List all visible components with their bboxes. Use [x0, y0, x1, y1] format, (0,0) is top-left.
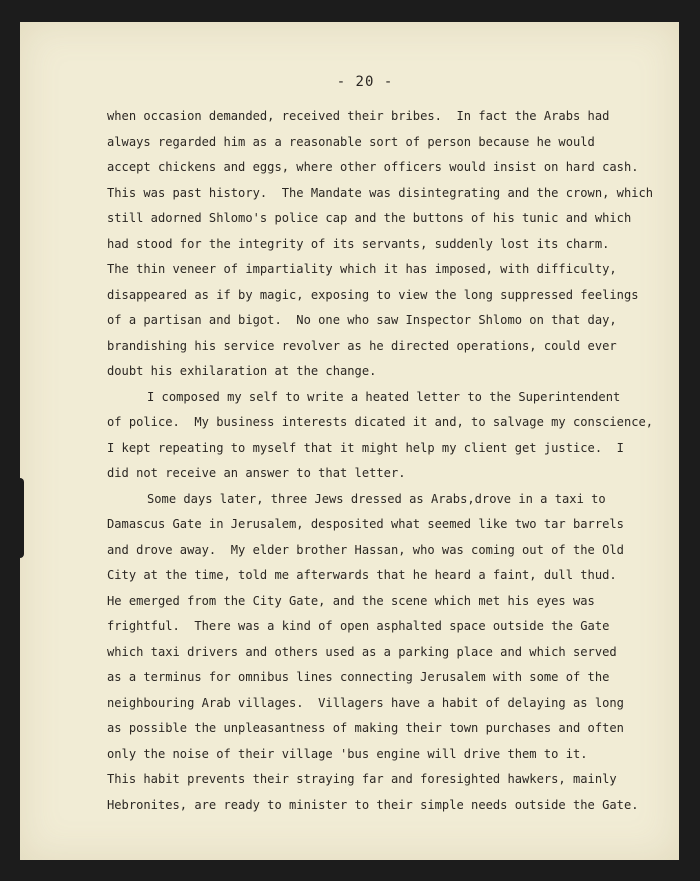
torn-page-edge	[18, 478, 24, 558]
text-line: The thin veneer of impartiality which it has imposed, with difficulty,	[107, 262, 617, 276]
text-line: still adorned Shlomo's police cap and the buttons of his tunic and which	[107, 211, 632, 225]
text-line: which taxi drivers and others used as a parking place and which served	[107, 644, 617, 659]
text-line: had stood for the integrity of its servants, suddenly lost its charm.	[107, 236, 610, 251]
text-line: accept chickens and eggs, where other officers would insist on hard cash.	[107, 160, 639, 174]
text-line: Hebronites, are ready to minister to their simple needs outside the Gate.	[107, 797, 639, 812]
text-line: City at the time, told me afterwards that he heard a faint, dull thud.	[107, 568, 617, 582]
text-line: doubt his exhilaration at the change.	[107, 364, 377, 378]
text-line: as a terminus for omnibus lines connecting Jerusalem with some of the	[107, 670, 610, 684]
paragraph-start-line: I composed my self to write a heated letter to the Superintendent	[147, 389, 621, 404]
text-line: neighbouring Arab villages. Villagers have a habit of delaying as long	[107, 695, 624, 710]
text-line: frightful. There was a kind of open asphalted space outside the Gate	[107, 619, 610, 633]
text-line: of a partisan and bigot. No one who saw Inspector Shlomo on that day,	[107, 313, 617, 327]
text-line: I kept repeating to myself that it might help my client get justice. I	[107, 440, 624, 455]
page-number: - 20 -	[336, 74, 394, 90]
text-line: This was past history. The Mandate was disintegrating and the crown, which	[107, 185, 654, 200]
text-line: and drove away. My elder brother Hassan, who was coming out of the Old	[107, 542, 624, 557]
text-line: only the noise of their village 'bus engine will drive them to it.	[107, 746, 588, 761]
paragraph-start-line: Some days later, three Jews dressed as Arabs,drove in a taxi to	[147, 491, 606, 506]
text-line: when occasion demanded, received their bribes. In fact the Arabs had	[107, 109, 610, 123]
body-text	[107, 104, 682, 818]
text-line: brandishing his service revolver as he directed operations, could ever	[107, 338, 617, 353]
text-line: Damascus Gate in Jerusalem, desposited what seemed like two tar barrels	[107, 517, 624, 531]
text-line: He emerged from the City Gate, and the scene which met his eyes was	[107, 593, 595, 608]
text-line: This habit prevents their straying far and foresighted hawkers, mainly	[107, 772, 617, 786]
text-line: always regarded him as a reasonable sort of person because he would	[107, 134, 595, 149]
text-line: as possible the unpleasantness of making their town purchases and often	[107, 721, 624, 735]
text-line: did not receive an answer to that letter.	[107, 466, 406, 480]
text-line: disappeared as if by magic, exposing to view the long suppressed feelings	[107, 287, 639, 302]
text-line: of police. My business interests dicated it and, to salvage my conscience,	[107, 415, 654, 429]
